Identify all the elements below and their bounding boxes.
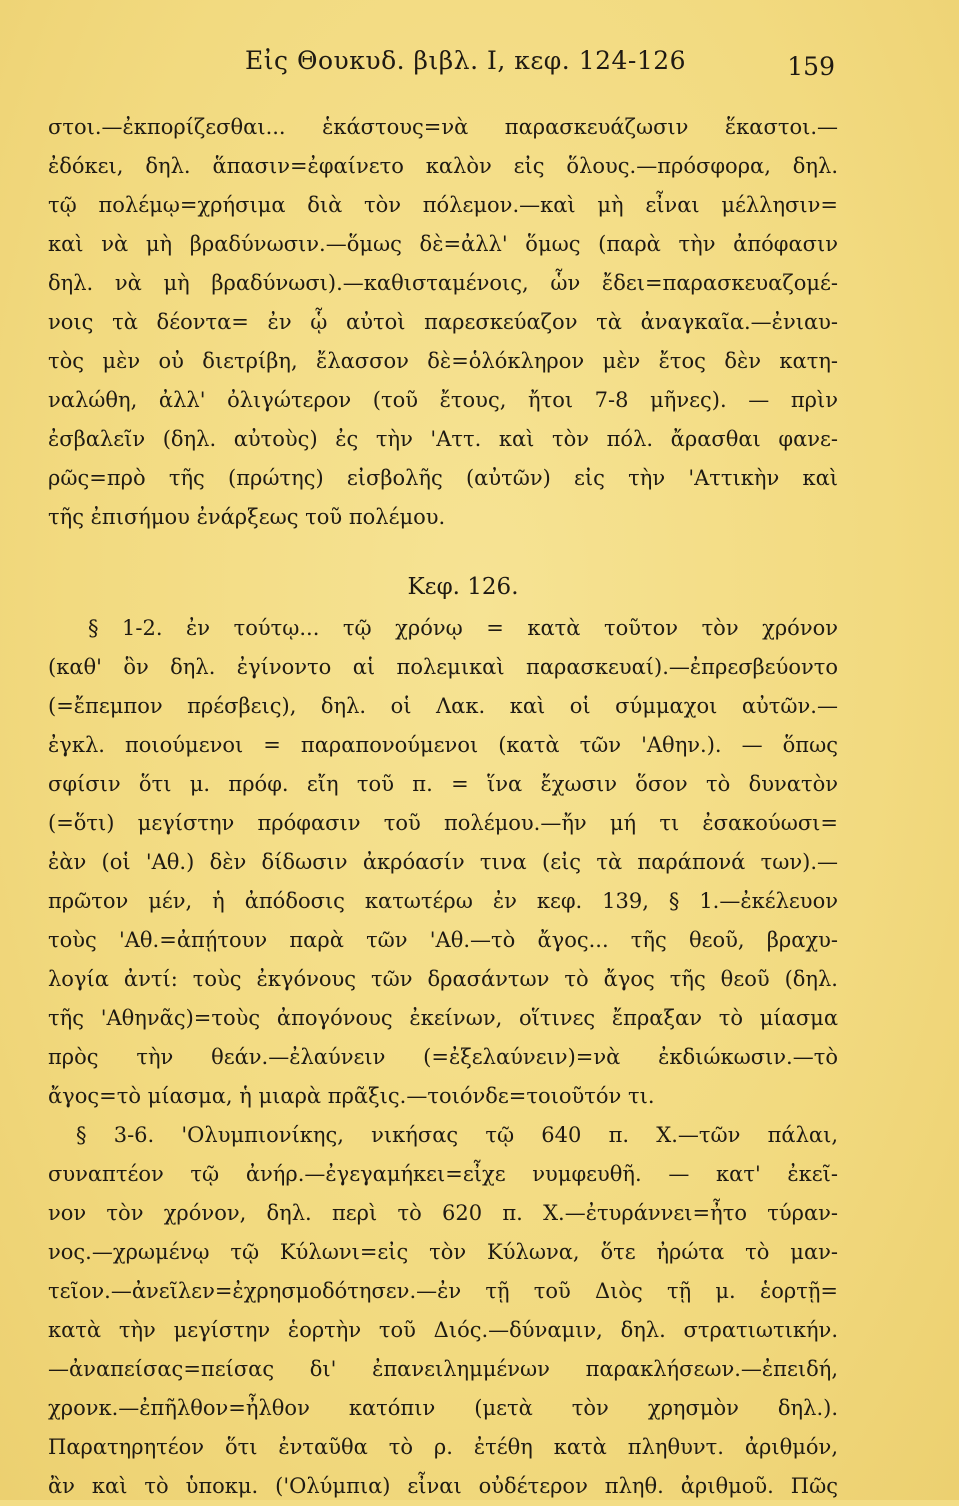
text-line: τῆς ἐπισήμου ἐνάρξεως τοῦ πολέμου.	[48, 505, 446, 529]
text-line: ναλώθη, ἀλλ' ὀλιγώτερον (τοῦ ἔτους, ἤτοι 7-8 μῆνες). — πρὶν	[48, 388, 838, 412]
text-line: λογία ἀντί: τοὺς ἐκγόνους τῶν δρασάντων τὸ ἄγος τῆς θεοῦ (δηλ.	[48, 967, 838, 991]
text-line: § 1-2. ἐν τούτῳ... τῷ χρόνῳ = κατὰ τοῦτον τὸν χρόνον	[88, 616, 838, 640]
text-line: ἐσβαλεῖν (δηλ. αὐτοὺς) ἐς τὴν 'Αττ. καὶ τὸν πόλ. ἄρασθαι φανε-	[48, 427, 838, 451]
page-header	[245, 46, 835, 90]
text-line: ἐὰν (οἱ 'Αθ.) δὲν δίδωσιν ἀκρόασίν τινα (εἰς τὰ παράπονά των).—	[48, 850, 838, 874]
text-line: συναπτέον τῷ ἀνήρ.—ἐγεγαμήκει=εἶχε νυμφευθῆ. — κατ' ἐκεῖ-	[48, 1162, 838, 1186]
text-line: νοις τὰ δέοντα= ἐν ᾧ αὐτοὶ παρεσκεύαζον τὰ ἀναγκαῖα.—ἐνιαυ-	[48, 310, 838, 334]
text-line: πρῶτον μέν, ἡ ἀπόδοσις κατωτέρω ἐν κεφ. 139, § 1.—ἐκέλευον	[48, 889, 838, 913]
text-line: καὶ νὰ μὴ βραδύνωσιν.—ὅμως δὲ=ἀλλ' ὅμως (παρὰ τὴν ἀπόφασιν	[48, 232, 838, 256]
text-line: (=ὅτι) μεγίστην πρόφασιν τοῦ πολέμου.—ἤν μή τι ἐσακούωσι=	[48, 811, 838, 835]
commentary-block-ch126	[48, 609, 838, 1506]
text-line: (καθ' ὃν δηλ. ἐγίνοντο αἱ πολεμικαὶ παρασκευαί).—ἐπρεσβεύοντο	[48, 655, 838, 679]
text-line: σφίσιν ὅτι μ. πρόφ. εἴη τοῦ π. = ἵνα ἔχωσιν ὅσον τὸ δυνατὸν	[48, 772, 838, 796]
text-line: ἐγκλ. ποιούμενοι = παραπονούμενοι (κατὰ τῶν 'Αθην.). — ὅπως	[48, 733, 838, 757]
text-line: ρῶς=πρὸ τῆς (πρώτης) εἰσβολῆς (αὐτῶν) εἰς τὴν 'Αττικὴν καὶ	[48, 466, 838, 490]
text-line: § 3-6. 'Ολυμπιονίκης, νικήσας τῷ 640 π. Χ.—τῶν πάλαι,	[76, 1123, 838, 1147]
text-line: δηλ. νὰ μὴ βραδύνωσι).—καθισταμένοις, ὧν ἔδει=παρασκευαζομέ-	[48, 271, 838, 295]
text-line: πρὸς τὴν θεάν.—ἐλαύνειν (=ἐξελαύνειν)=νὰ ἐκδιώκωσιν.—τὸ	[48, 1045, 838, 1069]
text-line: τὸς μὲν οὐ διετρίβη, ἔλασσον δὲ=ὁλόκληρον μὲν ἔτος δὲν κατη-	[48, 349, 838, 373]
text-line: (=ἔπεμπον πρέσβεις), δηλ. οἱ Λακ. καὶ οἱ σύμμαχοι αὐτῶν.—	[48, 694, 838, 718]
text-line: ἂν καὶ τὸ ὑποκμ. ('Ολύμπια) εἶναι οὐδέτερον πληθ. ἀριθμοῦ. Πῶς	[48, 1474, 838, 1498]
text-line: —ἀναπείσας=πείσας δι' ἐπανειλημμένων παρακλήσεων.—ἐπειδή,	[48, 1357, 838, 1381]
body-text	[48, 108, 838, 1506]
text-line: νον τὸν χρόνον, δηλ. περὶ τὸ 620 π. Χ.—ἐτυράννει=ἦτο τύραν-	[48, 1201, 838, 1225]
section-heading: Κεφ. 126.	[407, 574, 519, 600]
text-line: ἐδόκει, δηλ. ἅπασιν=ἐφαίνετο καλὸν εἰς ὅλους.—πρόσφορα, δηλ.	[48, 154, 838, 178]
text-line: τεῖον.—ἀνεῖλεν=ἐχρησμοδότησεν.—ἐν τῇ τοῦ Διὸς τῇ μ. ἑορτῇ=	[48, 1279, 838, 1303]
text-line: Παρατηρητέον ὅτι ἐνταῦθα τὸ ρ. ἐτέθη κατὰ πληθυντ. ἀριθμόν,	[48, 1435, 838, 1459]
text-line: τῆς 'Αθηνᾶς)=τοὺς ἀπογόνους ἐκείνων, οἵτινες ἔπραξαν τὸ μίασμα	[48, 1006, 838, 1030]
text-line: ἄγος=τὸ μίασμα, ἡ μιαρὰ πρᾶξις.—τοιόνδε=τοιοῦτόν τι.	[48, 1084, 655, 1108]
text-line: τοὺς 'Αθ.=ἀπῄτουν παρὰ τῶν 'Αθ.—τὸ ἄγος... τῆς θεοῦ, βραχυ-	[48, 928, 838, 952]
text-line: στοι.—ἐκπορίζεσθαι... ἑκάστους=νὰ παρασκευάζωσιν ἕκαστοι.—	[48, 115, 838, 139]
text-line: χρονκ.—ἐπῆλθον=ἦλθον κατόπιν (μετὰ τὸν χρησμὸν δηλ.).	[48, 1396, 838, 1420]
text-line: τῷ πολέμῳ=χρήσιμα διὰ τὸν πόλεμον.—καὶ μὴ εἶναι μέλλησιν=	[48, 193, 838, 217]
commentary-block-ch125	[48, 108, 838, 537]
text-line: κατὰ τὴν μεγίστην ἑορτὴν τοῦ Διός.—δύναμιν, δηλ. στρατιωτικήν.	[48, 1318, 838, 1342]
running-head: Εἰς Θουκυδ. βιβλ. Ι, κεφ. 124-126	[245, 46, 687, 75]
page-number: 159	[787, 52, 835, 81]
text-line: νος.—χρωμένῳ τῷ Κύλωνι=εἰς τὸν Κύλωνα, ὅτε ἠρώτα τὸ μαν-	[48, 1240, 838, 1264]
